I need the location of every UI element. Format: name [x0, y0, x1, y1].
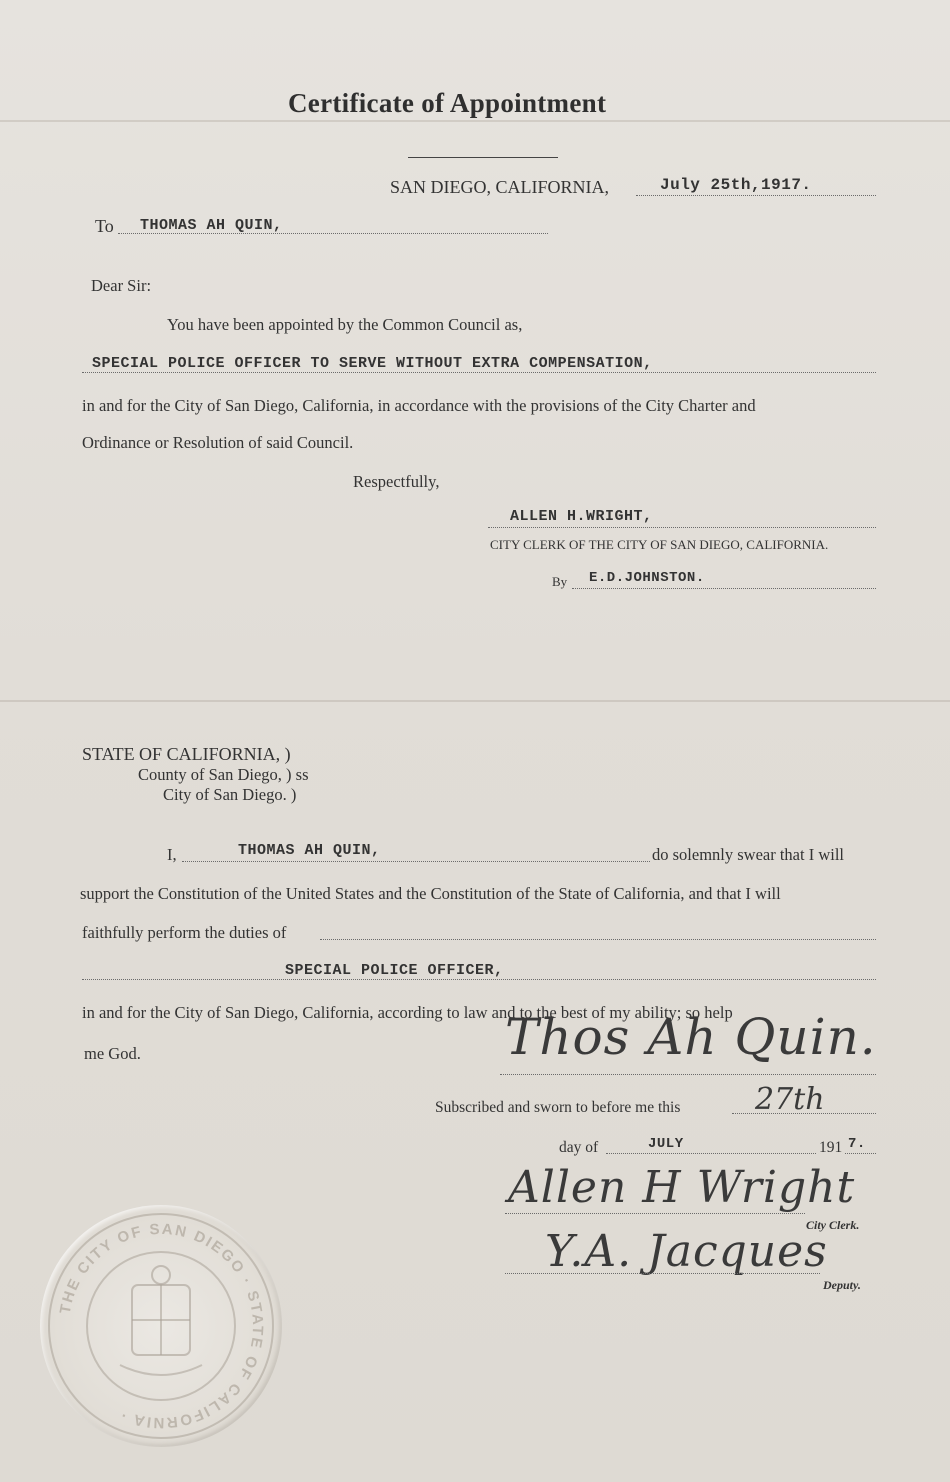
appointed-text: You have been appointed by the Common Council as, — [167, 315, 523, 334]
county-line: County of San Diego, ) ss — [138, 765, 309, 784]
city-seal — [40, 1205, 282, 1447]
day-of-label: day of — [559, 1139, 599, 1156]
recipient-name: THOMAS AH QUIN, — [140, 217, 283, 234]
month-value: JULY — [648, 1136, 684, 1152]
year-prefix: 191 — [819, 1139, 843, 1156]
place-text: SAN DIEGO, CALIFORNIA, — [390, 177, 609, 197]
month-line — [606, 1138, 816, 1154]
city-line: City of San Diego. ) — [163, 785, 297, 804]
clerk-signature: Allen H Wright — [508, 1162, 856, 1213]
clerk-name: ALLEN H.WRIGHT, — [510, 508, 653, 525]
subscribed-text: Subscribed and sworn to before me this — [435, 1099, 681, 1116]
deputy-signature: Y.A. Jacques — [545, 1226, 828, 1277]
oath-signature: Thos Ah Quin. — [505, 1008, 877, 1066]
date-value: July 25th,1917. — [660, 176, 812, 194]
by-label: By — [552, 574, 568, 589]
seal-emblem — [40, 1205, 282, 1447]
oath-line-3: faithfully perform the duties of — [82, 923, 287, 942]
i-label: I, — [167, 845, 177, 864]
oath-line-5: me God. — [84, 1044, 141, 1063]
clerk-title: CITY CLERK OF THE CITY OF SAN DIEGO, CALIFORNIA. — [490, 537, 829, 552]
duty-title: SPECIAL POLICE OFFICER, — [285, 962, 504, 979]
duties-line — [320, 924, 876, 940]
deputy-signature-line — [505, 1258, 820, 1274]
document-title: Certificate of Appointment — [288, 88, 607, 118]
oath-line-2: support the Constitution of the United States and the Constitution of the State of California, and that I will — [80, 884, 781, 903]
clerk-signature-line — [505, 1198, 805, 1214]
fold-line — [0, 700, 950, 702]
title-rule — [408, 157, 558, 158]
paragraph-line-2: Ordinance or Resolution of said Council. — [82, 433, 354, 452]
day-value: 27th — [755, 1082, 825, 1117]
city-clerk-label: City Clerk. — [806, 1218, 860, 1232]
to-label: To — [95, 216, 114, 236]
swear-text: do solemnly swear that I will — [652, 845, 845, 864]
svg-text:THE CITY OF SAN DIEGO · STATE: THE CITY OF SAN DIEGO · STATE OF CALIFORNIA · — [56, 1220, 267, 1432]
salutation: Dear Sir: — [91, 276, 152, 295]
respectfully: Respectfully, — [353, 472, 440, 491]
by-name: E.D.JOHNSTON. — [589, 570, 705, 586]
fold-line — [0, 120, 950, 122]
oath-name: THOMAS AH QUIN, — [238, 842, 381, 859]
paragraph-line-1: in and for the City of San Diego, California, in accordance with the provisions of the City Charter and — [82, 396, 756, 415]
year-suffix: 7. — [848, 1136, 866, 1152]
position-title: SPECIAL POLICE OFFICER TO SERVE WITHOUT EXTRA COMPENSATION, — [92, 355, 653, 372]
deputy-label: Deputy. — [823, 1278, 861, 1292]
state-line: STATE OF CALIFORNIA, ) — [82, 744, 291, 764]
oath-line-4: in and for the City of San Diego, California, according to law and to the best of my ability; so help — [82, 1003, 733, 1022]
